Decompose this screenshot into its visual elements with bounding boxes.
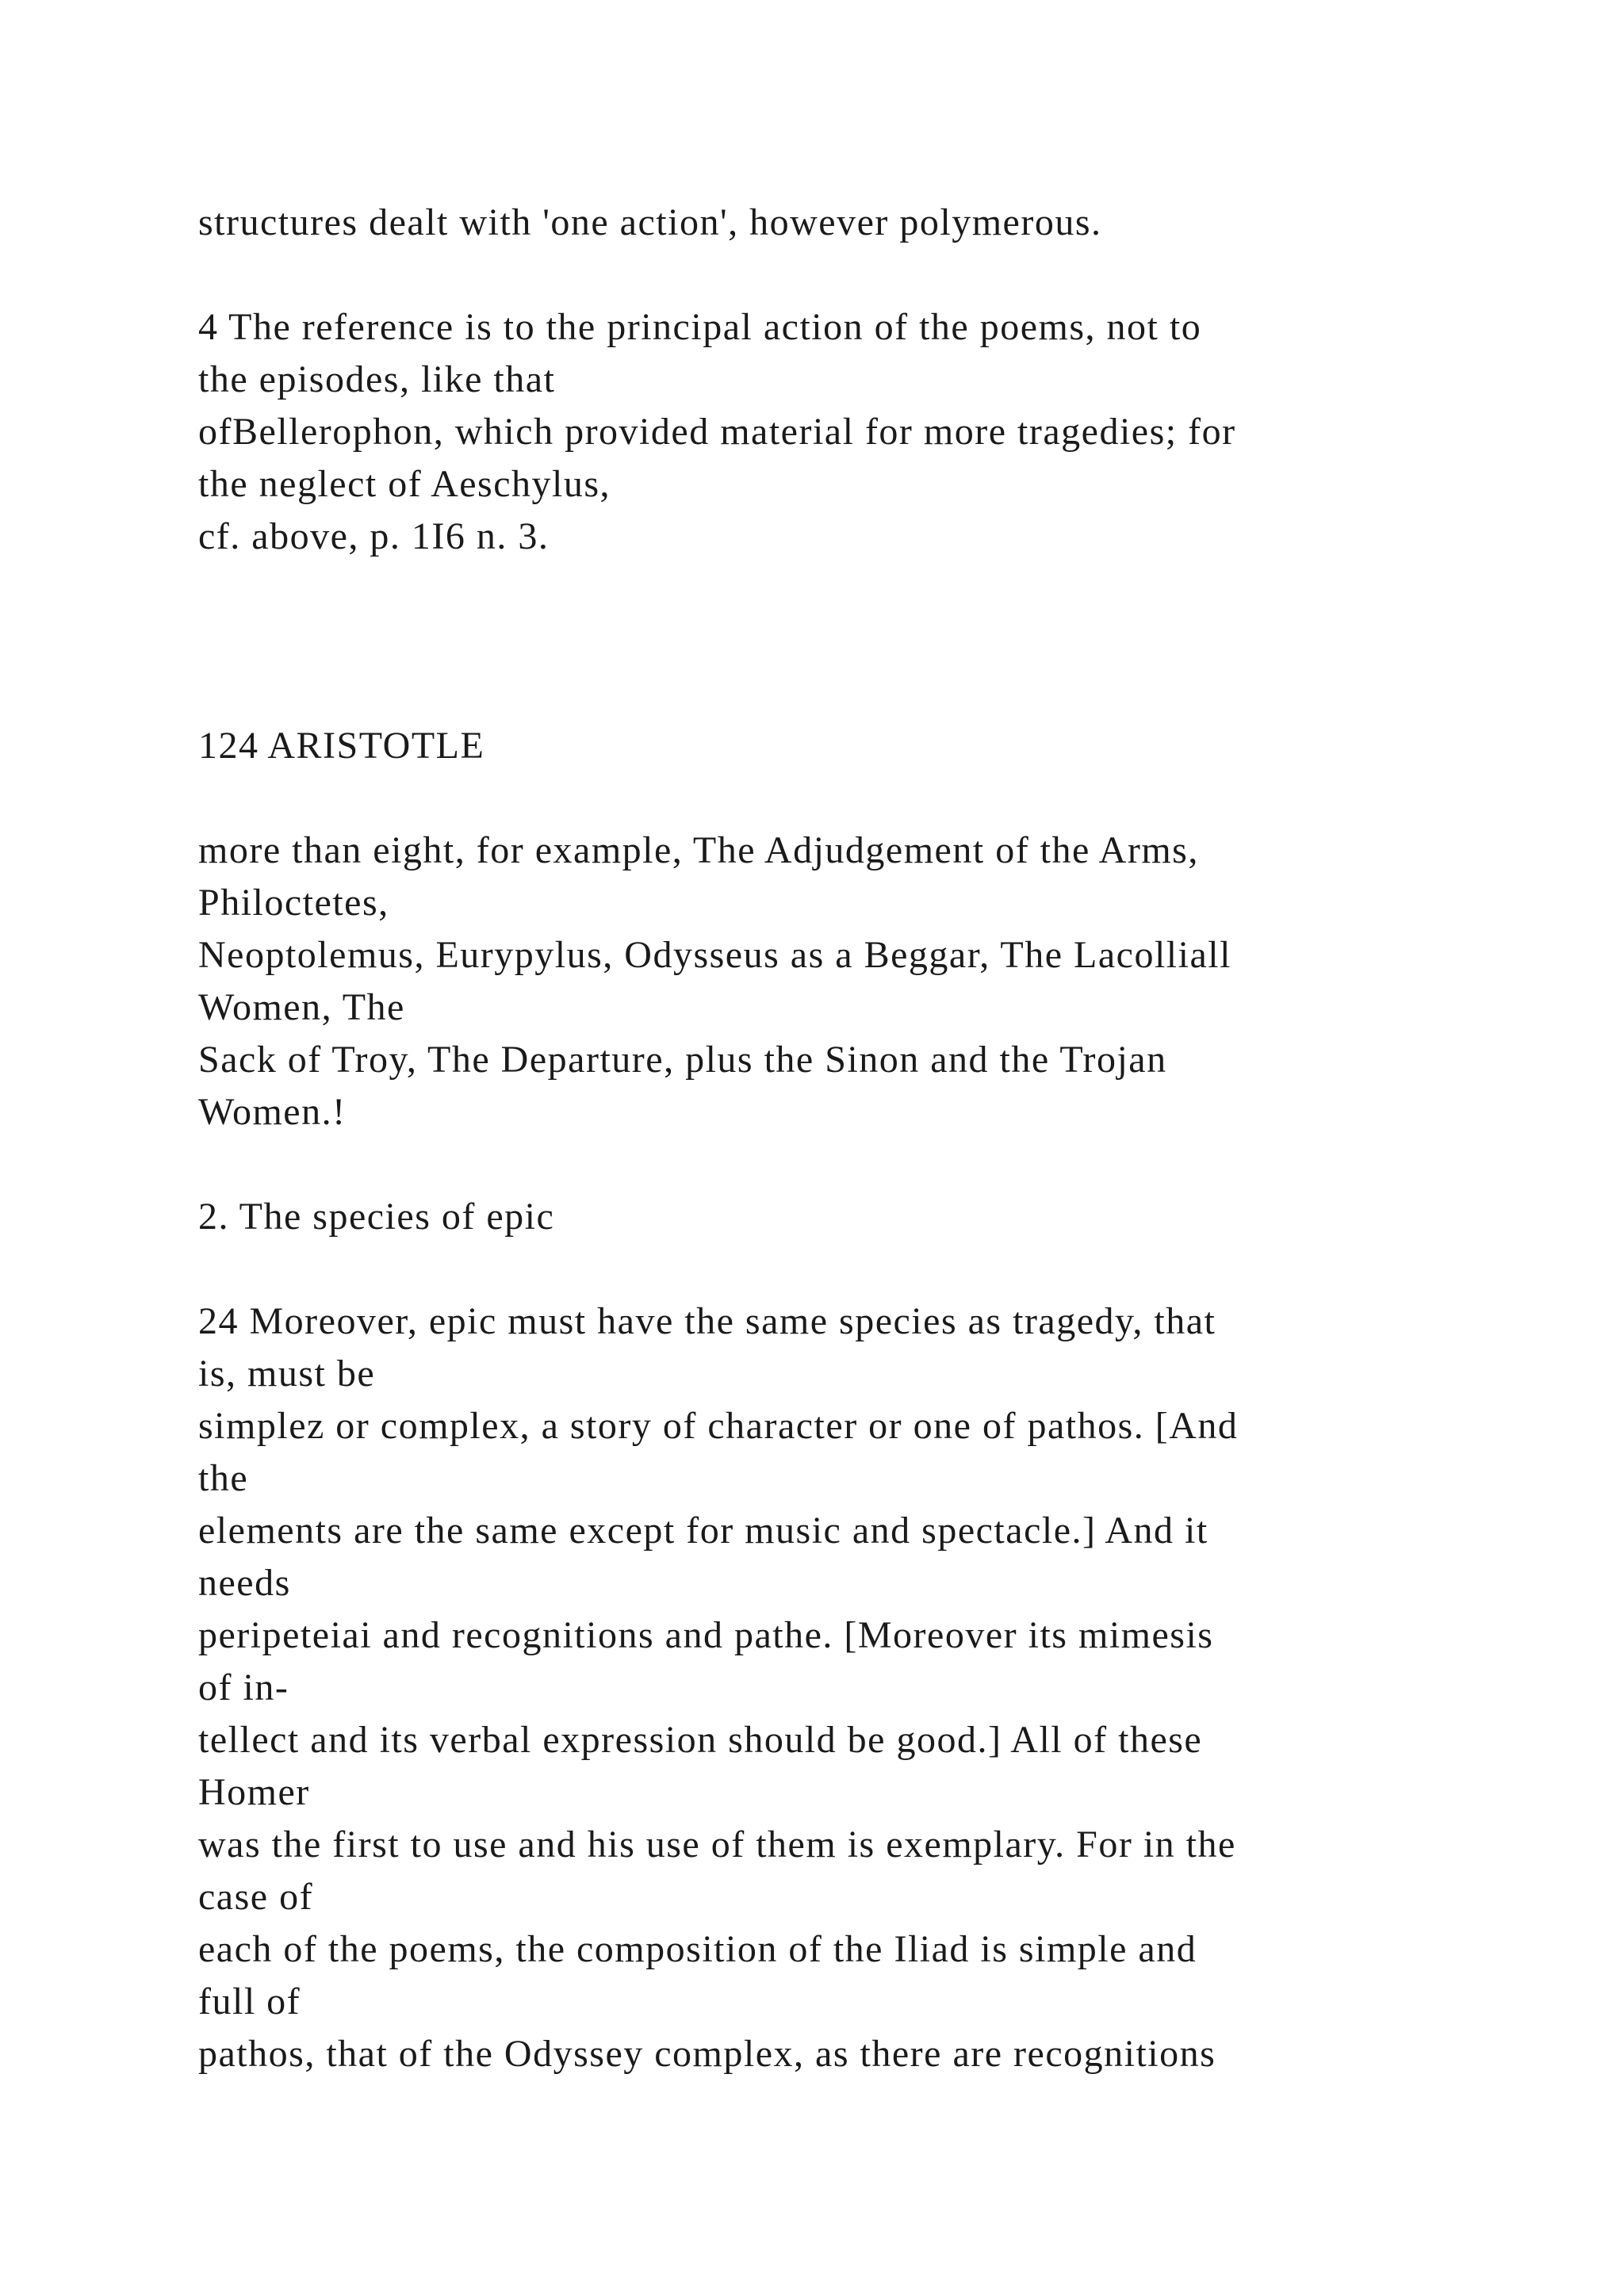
text-line: was the first to use and his use of them is exemplary. For in the <box>198 1823 1236 1866</box>
text-line: peripeteiai and recognitions and pathe. [Moreover its mimesis <box>198 1614 1214 1656</box>
text-line: the episodes, like that <box>198 358 556 400</box>
text-line: case of <box>198 1876 314 1918</box>
text-line: full of <box>198 1980 301 2022</box>
text-line: more than eight, for example, The Adjudgement of the Arms, <box>198 829 1199 871</box>
text-line: simplez or complex, a story of character or one of pathos. [And <box>198 1405 1239 1447</box>
text-line: cf. above, p. 1I6 n. 3. <box>198 515 550 557</box>
document-page <box>198 197 1435 2080</box>
paragraph-24 <box>198 1295 1435 2080</box>
page-header: 124 ARISTOTLE <box>198 725 485 767</box>
text-line: the neglect of Aeschylus, <box>198 463 611 505</box>
text-line: pathos, that of the Odyssey complex, as there are recognitions <box>198 2033 1216 2075</box>
text-line: ofBellerophon, which provided material for more tragedies; for <box>198 411 1236 453</box>
section-heading <box>198 1191 1435 1243</box>
text-line: 24 Moreover, epic must have the same species as tragedy, that <box>198 1300 1216 1342</box>
text-line: tellect and its verbal expression should be good.] All of these <box>198 1719 1203 1761</box>
text-line: each of the poems, the composition of the Iliad is simple and <box>198 1928 1197 1970</box>
text-line: of in- <box>198 1667 289 1709</box>
text-line: Women, The <box>198 986 405 1028</box>
text-line: is, must be <box>198 1353 376 1395</box>
text-line: needs <box>198 1562 291 1604</box>
text-line: Homer <box>198 1771 310 1813</box>
text-line: structures dealt with 'one action', however polymerous. <box>198 201 1102 243</box>
footnote-4 <box>198 301 1435 563</box>
text-line: Neoptolemus, Eurypylus, Odysseus as a Beggar, The Lacolliall <box>198 934 1231 976</box>
text-line: Women.! <box>198 1091 347 1133</box>
paragraph-list <box>198 825 1435 1138</box>
continuation-text <box>198 197 1435 249</box>
text-line: Philoctetes, <box>198 882 389 924</box>
text-line: elements are the same except for music and spectacle.] And it <box>198 1510 1208 1552</box>
heading-line: 2. The species of epic <box>198 1196 555 1238</box>
text-line: the <box>198 1457 249 1499</box>
running-head <box>198 720 1435 772</box>
text-line: 4 The reference is to the principal action of the poems, not to <box>198 306 1202 348</box>
text-line: Sack of Troy, The Departure, plus the Sinon and the Trojan <box>198 1039 1167 1081</box>
